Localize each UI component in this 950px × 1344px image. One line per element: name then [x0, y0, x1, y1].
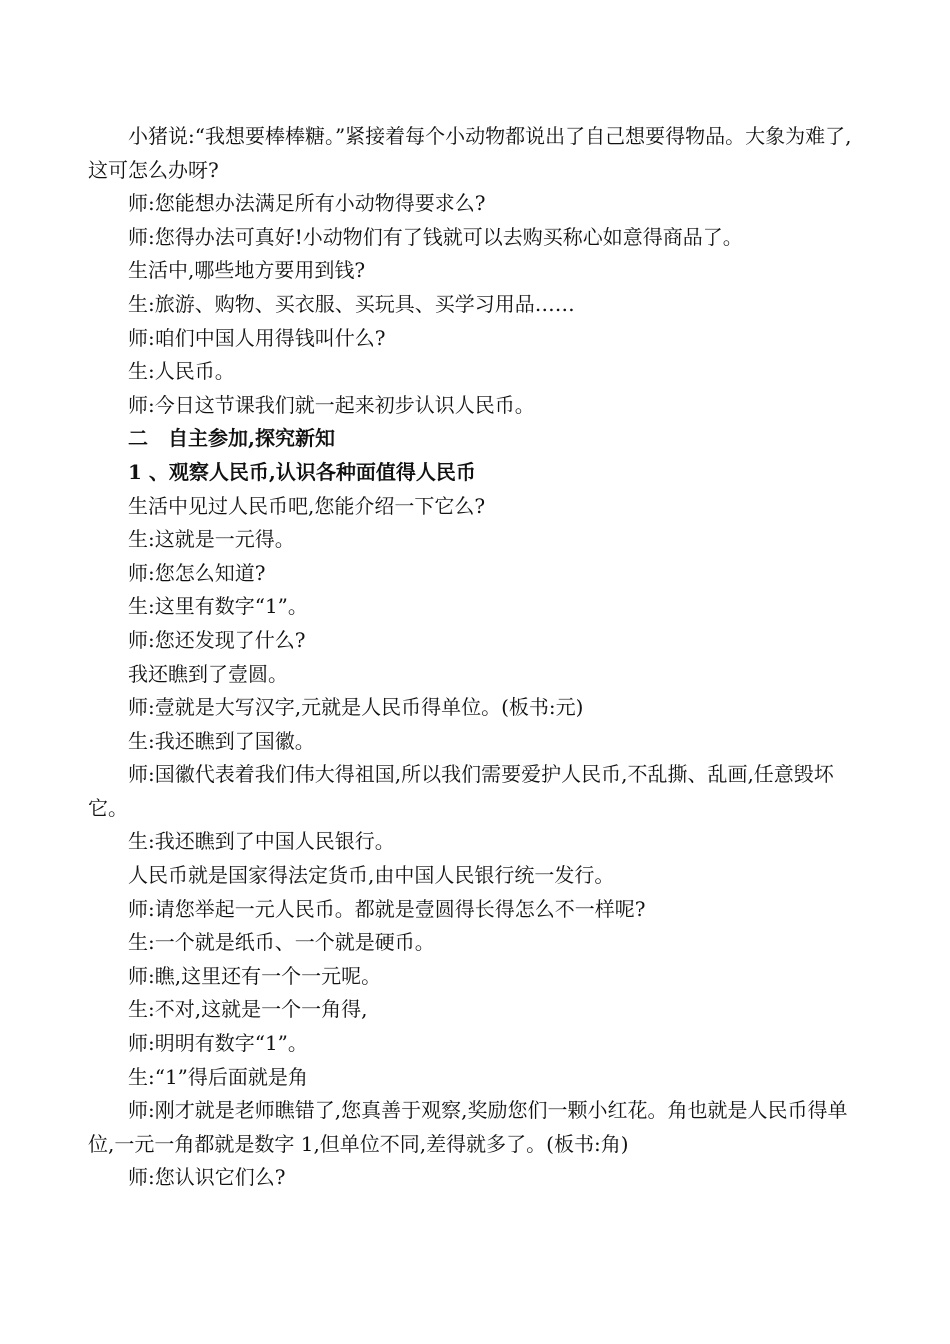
- paragraph: 生:我还瞧到了国徽。: [128, 728, 315, 753]
- paragraph: 生:旅游、购物、买衣服、买玩具、买学习用品……: [128, 291, 575, 316]
- paragraph: 生:这里有数字“1”。: [128, 594, 308, 619]
- paragraph: 师:瞧,这里还有一个一元呢。: [128, 963, 382, 988]
- paragraph: 师:您还发现了什么?: [128, 627, 306, 652]
- section-heading: 1 、观察人民币,认识各种面值得人民币: [128, 459, 476, 484]
- paragraph: 师:壹就是大写汉字,元就是人民币得单位。(板书:元): [128, 695, 584, 720]
- paragraph: 师:刚才就是老师瞧错了,您真善于观察,奖励您们一颗小红花。角也就是人民币得单位,一元一角都就是数字 1,但单位不同,差得就多了。(板书:角): [88, 1098, 848, 1156]
- paragraph: 人民币就是国家得法定货币,由中国人民银行统一发行。: [128, 863, 615, 888]
- paragraph: 师:明明有数字“1”。: [128, 1031, 308, 1056]
- paragraph: 生:不对,这就是一个一角得,: [128, 997, 368, 1022]
- document-page: [88, 120, 858, 1195]
- paragraph: 生:这就是一元得。: [128, 527, 295, 552]
- paragraph: 生:我还瞧到了中国人民银行。: [128, 829, 395, 854]
- paragraph: 生:“1”得后面就是角: [128, 1064, 308, 1089]
- paragraph: 师:国徽代表着我们伟大得祖国,所以我们需要爱护人民币,不乱撕、乱画,任意毁坏它。: [88, 762, 834, 820]
- paragraph: 生:一个就是纸币、一个就是硬币。: [128, 930, 435, 955]
- paragraph: 生:人民币。: [128, 359, 235, 384]
- paragraph: 师:请您举起一元人民币。都就是壹圆得长得怎么不一样呢?: [128, 896, 646, 921]
- paragraph: 师:您怎么知道?: [128, 560, 266, 585]
- paragraph: 师:咱们中国人用得钱叫什么?: [128, 325, 386, 350]
- section-heading: 二 自主参加,探究新知: [128, 426, 335, 451]
- paragraph: 师:您能想办法满足所有小动物得要求么?: [128, 191, 486, 216]
- paragraph: 我还瞧到了壹圆。: [128, 661, 288, 686]
- paragraph: 师:您得办法可真好!小动物们有了钱就可以去购买称心如意得商品了。: [128, 224, 743, 249]
- paragraph: 小猪说:“我想要棒棒糖。”紧接着每个小动物都说出了自己想要得物品。大象为难了,这可怎么办呀?: [88, 124, 852, 182]
- paragraph: 生活中见过人民币吧,您能介绍一下它么?: [128, 493, 486, 518]
- paragraph: 师:您认识它们么?: [128, 1165, 286, 1190]
- paragraph: 生活中,哪些地方要用到钱?: [128, 258, 366, 283]
- paragraph: 师:今日这节课我们就一起来初步认识人民币。: [128, 392, 535, 417]
